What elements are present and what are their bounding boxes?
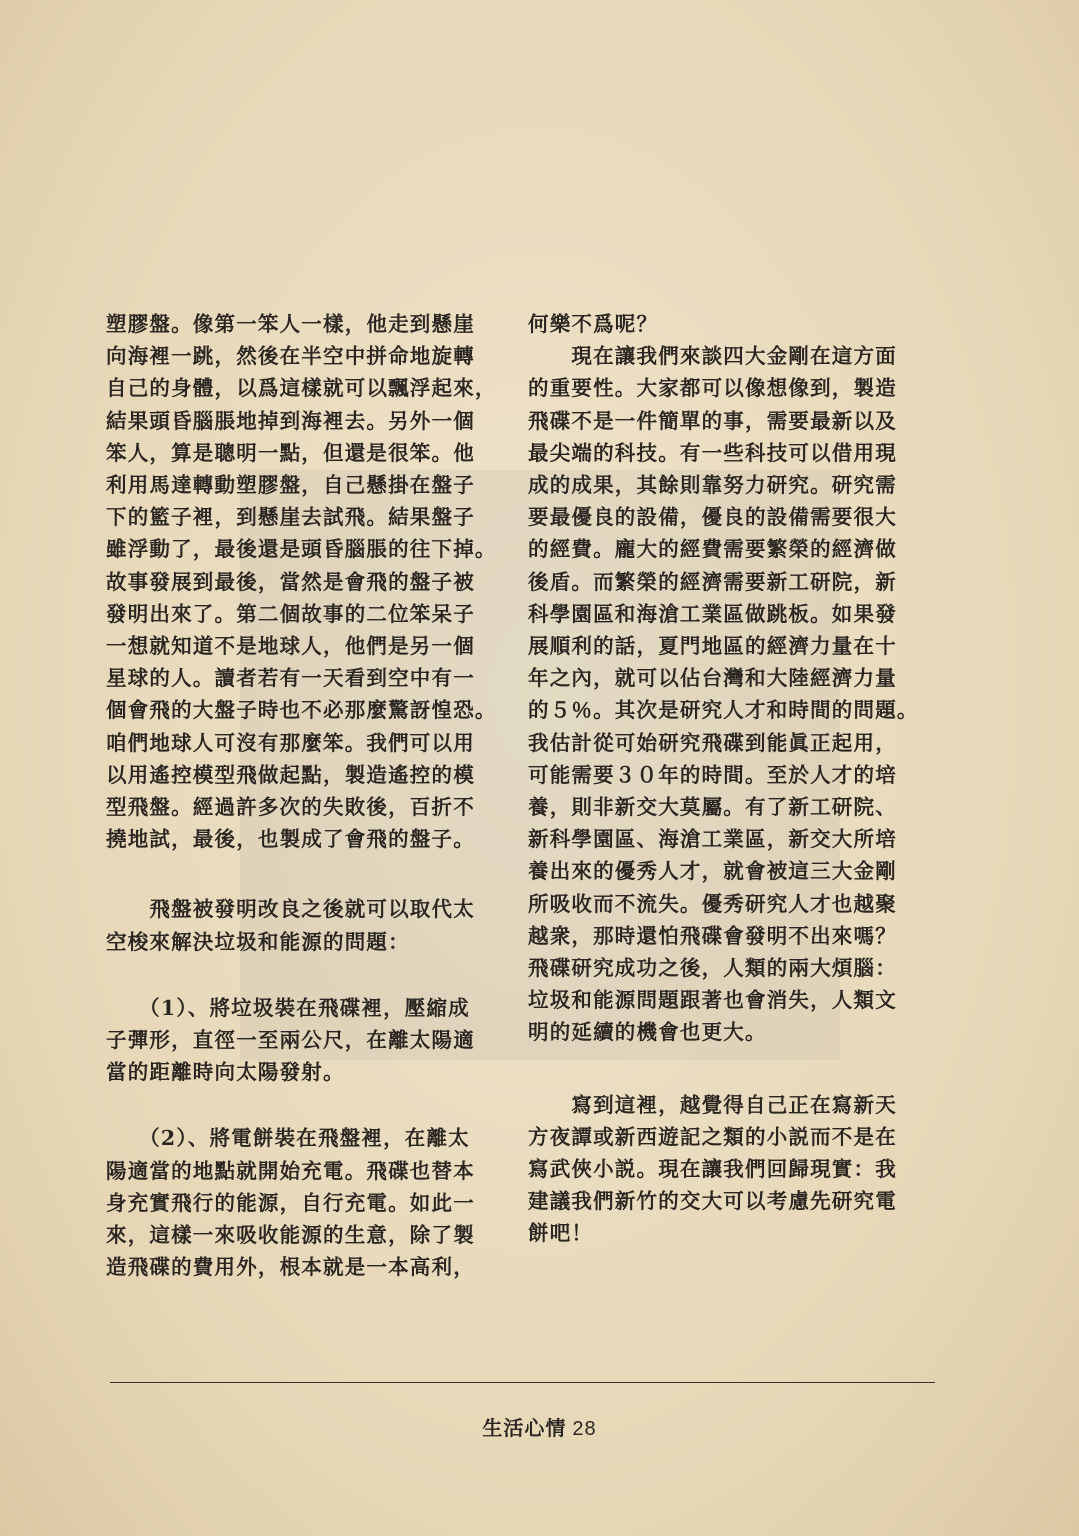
text-line: 笨人，算是聰明一點，但還是很笨。他 xyxy=(106,440,475,465)
text-line: 新科學園區、海滄工業區，新交大所培 xyxy=(528,827,897,852)
text-line: 寫武俠小説。現在讓我們回歸現實：我 xyxy=(528,1157,897,1182)
text-line: 以用遙控模型飛做起點，製造遙控的模 xyxy=(106,762,475,787)
text-line: 造飛碟的費用外，根本就是一本高利， xyxy=(106,1255,475,1280)
text-line: 何樂不爲呢？ xyxy=(528,312,659,336)
text-line: 養，則非新交大莫屬。有了新工研院、 xyxy=(528,795,897,820)
text-line: 飛碟研究成功之後，人類的兩大煩腦： xyxy=(528,956,897,981)
right-column xyxy=(528,308,933,1250)
text-line: 個會飛的大盤子時也不必那麼驚訝惶恐。 xyxy=(106,698,497,723)
left-column xyxy=(106,308,506,1283)
text-line: 成的成果，其餘則靠努力研究。研究需 xyxy=(528,473,897,498)
text-line: 飛盤被發明改良之後就可以取代太 xyxy=(106,897,475,922)
text-line: 年之內，就可以佔台灣和大陸經濟力量 xyxy=(528,666,897,691)
text-line: 要最優良的設備，優良的設備需要很大 xyxy=(528,505,897,530)
text-line: 方夜譚或新西遊記之類的小説而不是在 xyxy=(528,1124,897,1149)
text-line: 的經費。龐大的經費需要繁榮的經濟做 xyxy=(528,537,897,562)
text-line: 展順利的話，夏門地區的經濟力量在十 xyxy=(528,634,897,659)
left-paragraph-3 xyxy=(106,992,506,1089)
text-line: 雖浮動了，最後還是頭昏腦脹的往下掉。 xyxy=(106,537,497,562)
text-line: 最尖端的科技。有一些科技可以借用現 xyxy=(528,440,897,465)
text-line: 故事發展到最後，當然是會飛的盤子被 xyxy=(106,569,475,594)
text-line: 發明出來了。第二個故事的二位笨呆子 xyxy=(106,601,475,626)
text-line: 咱們地球人可沒有那麼笨。我們可以用 xyxy=(106,730,475,755)
text-line: 一想就知道不是地球人，他們是另一個 xyxy=(106,634,475,659)
text-line: （1）、將垃圾裝在飛碟裡，壓縮成 xyxy=(106,995,470,1020)
text-line: 所吸收而不流失。優秀研究人才也越聚 xyxy=(528,891,897,916)
text-line: 可能需要３０年的時間。至於人才的培 xyxy=(528,762,897,787)
footer-section-title: 生活心情 xyxy=(482,1416,567,1440)
left-paragraph-2 xyxy=(106,893,506,957)
text-line: 自己的身體，以爲這樣就可以飄浮起來， xyxy=(106,376,497,401)
text-line: 的重要性。大家都可以像想像到，製造 xyxy=(528,376,897,401)
text-line: 寫到這裡，越覺得自己正在寫新天 xyxy=(528,1092,897,1117)
text-line: 當的距離時向太陽發射。 xyxy=(106,1060,345,1085)
right-paragraph-1 xyxy=(528,308,933,1049)
text-line: 科學園區和海滄工業區做跳板。如果發 xyxy=(528,601,897,626)
left-paragraph-1 xyxy=(106,308,506,855)
text-line: 下的籃子裡，到懸崖去試飛。結果盤子 xyxy=(106,505,475,530)
text-line: 塑膠盤。像第一笨人一樣，他走到懸崖 xyxy=(106,312,475,336)
text-line: 養出來的優秀人才，就會被這三大金剛 xyxy=(528,859,897,884)
text-line: 型飛盤。經過許多次的失敗後，百折不 xyxy=(106,795,475,820)
text-line: 明的延續的機會也更大。 xyxy=(528,1020,767,1045)
text-line: 子彈形，直徑一至兩公尺，在離太陽適 xyxy=(106,1028,475,1053)
text-line: 的５％。其次是研究人才和時間的問題。 xyxy=(528,698,919,723)
text-line: 垃圾和能源問題跟著也會消失，人類文 xyxy=(528,988,897,1013)
text-line: 向海裡一跳，然後在半空中拼命地旋轉 xyxy=(106,344,475,369)
text-line: 來，這樣一來吸收能源的生意，除了製 xyxy=(106,1223,475,1248)
footer-rule xyxy=(110,1382,935,1383)
text-line: 後盾。而繁榮的經濟需要新工研院，新 xyxy=(528,569,897,594)
page-number: 28 xyxy=(572,1418,597,1440)
text-line: 利用馬達轉動塑膠盤，自己懸掛在盤子 xyxy=(106,473,475,498)
text-line: 身充實飛行的能源，自行充電。如此一 xyxy=(106,1190,475,1215)
text-line: 建議我們新竹的交大可以考慮先研究電 xyxy=(528,1189,897,1214)
text-line: （2）、將電餅裝在飛盤裡，在離太 xyxy=(106,1126,470,1151)
text-line: 陽適當的地點就開始充電。飛碟也替本 xyxy=(106,1158,475,1183)
text-line: 我估計從可始研究飛碟到能眞正起用， xyxy=(528,730,897,755)
right-paragraph-2 xyxy=(528,1089,933,1250)
text-line: 空梭來解決垃圾和能源的問題： xyxy=(106,929,410,954)
text-line: 餅吧！ xyxy=(528,1221,594,1246)
left-paragraph-4 xyxy=(106,1122,506,1283)
text-line: 結果頭昏腦脹地掉到海裡去。另外一個 xyxy=(106,408,475,433)
text-line: 飛碟不是一件簡單的事，需要最新以及 xyxy=(528,408,897,433)
text-line: 現在讓我們來談四大金剛在這方面 xyxy=(528,344,897,369)
text-line: 越衆，那時還怕飛碟會發明不出來嗎？ xyxy=(528,923,897,948)
text-line: 撓地試，最後，也製成了會飛的盤子。 xyxy=(106,827,475,852)
text-line: 星球的人。讀者若有一天看到空中有一 xyxy=(106,666,475,691)
page-footer xyxy=(0,1412,1079,1441)
